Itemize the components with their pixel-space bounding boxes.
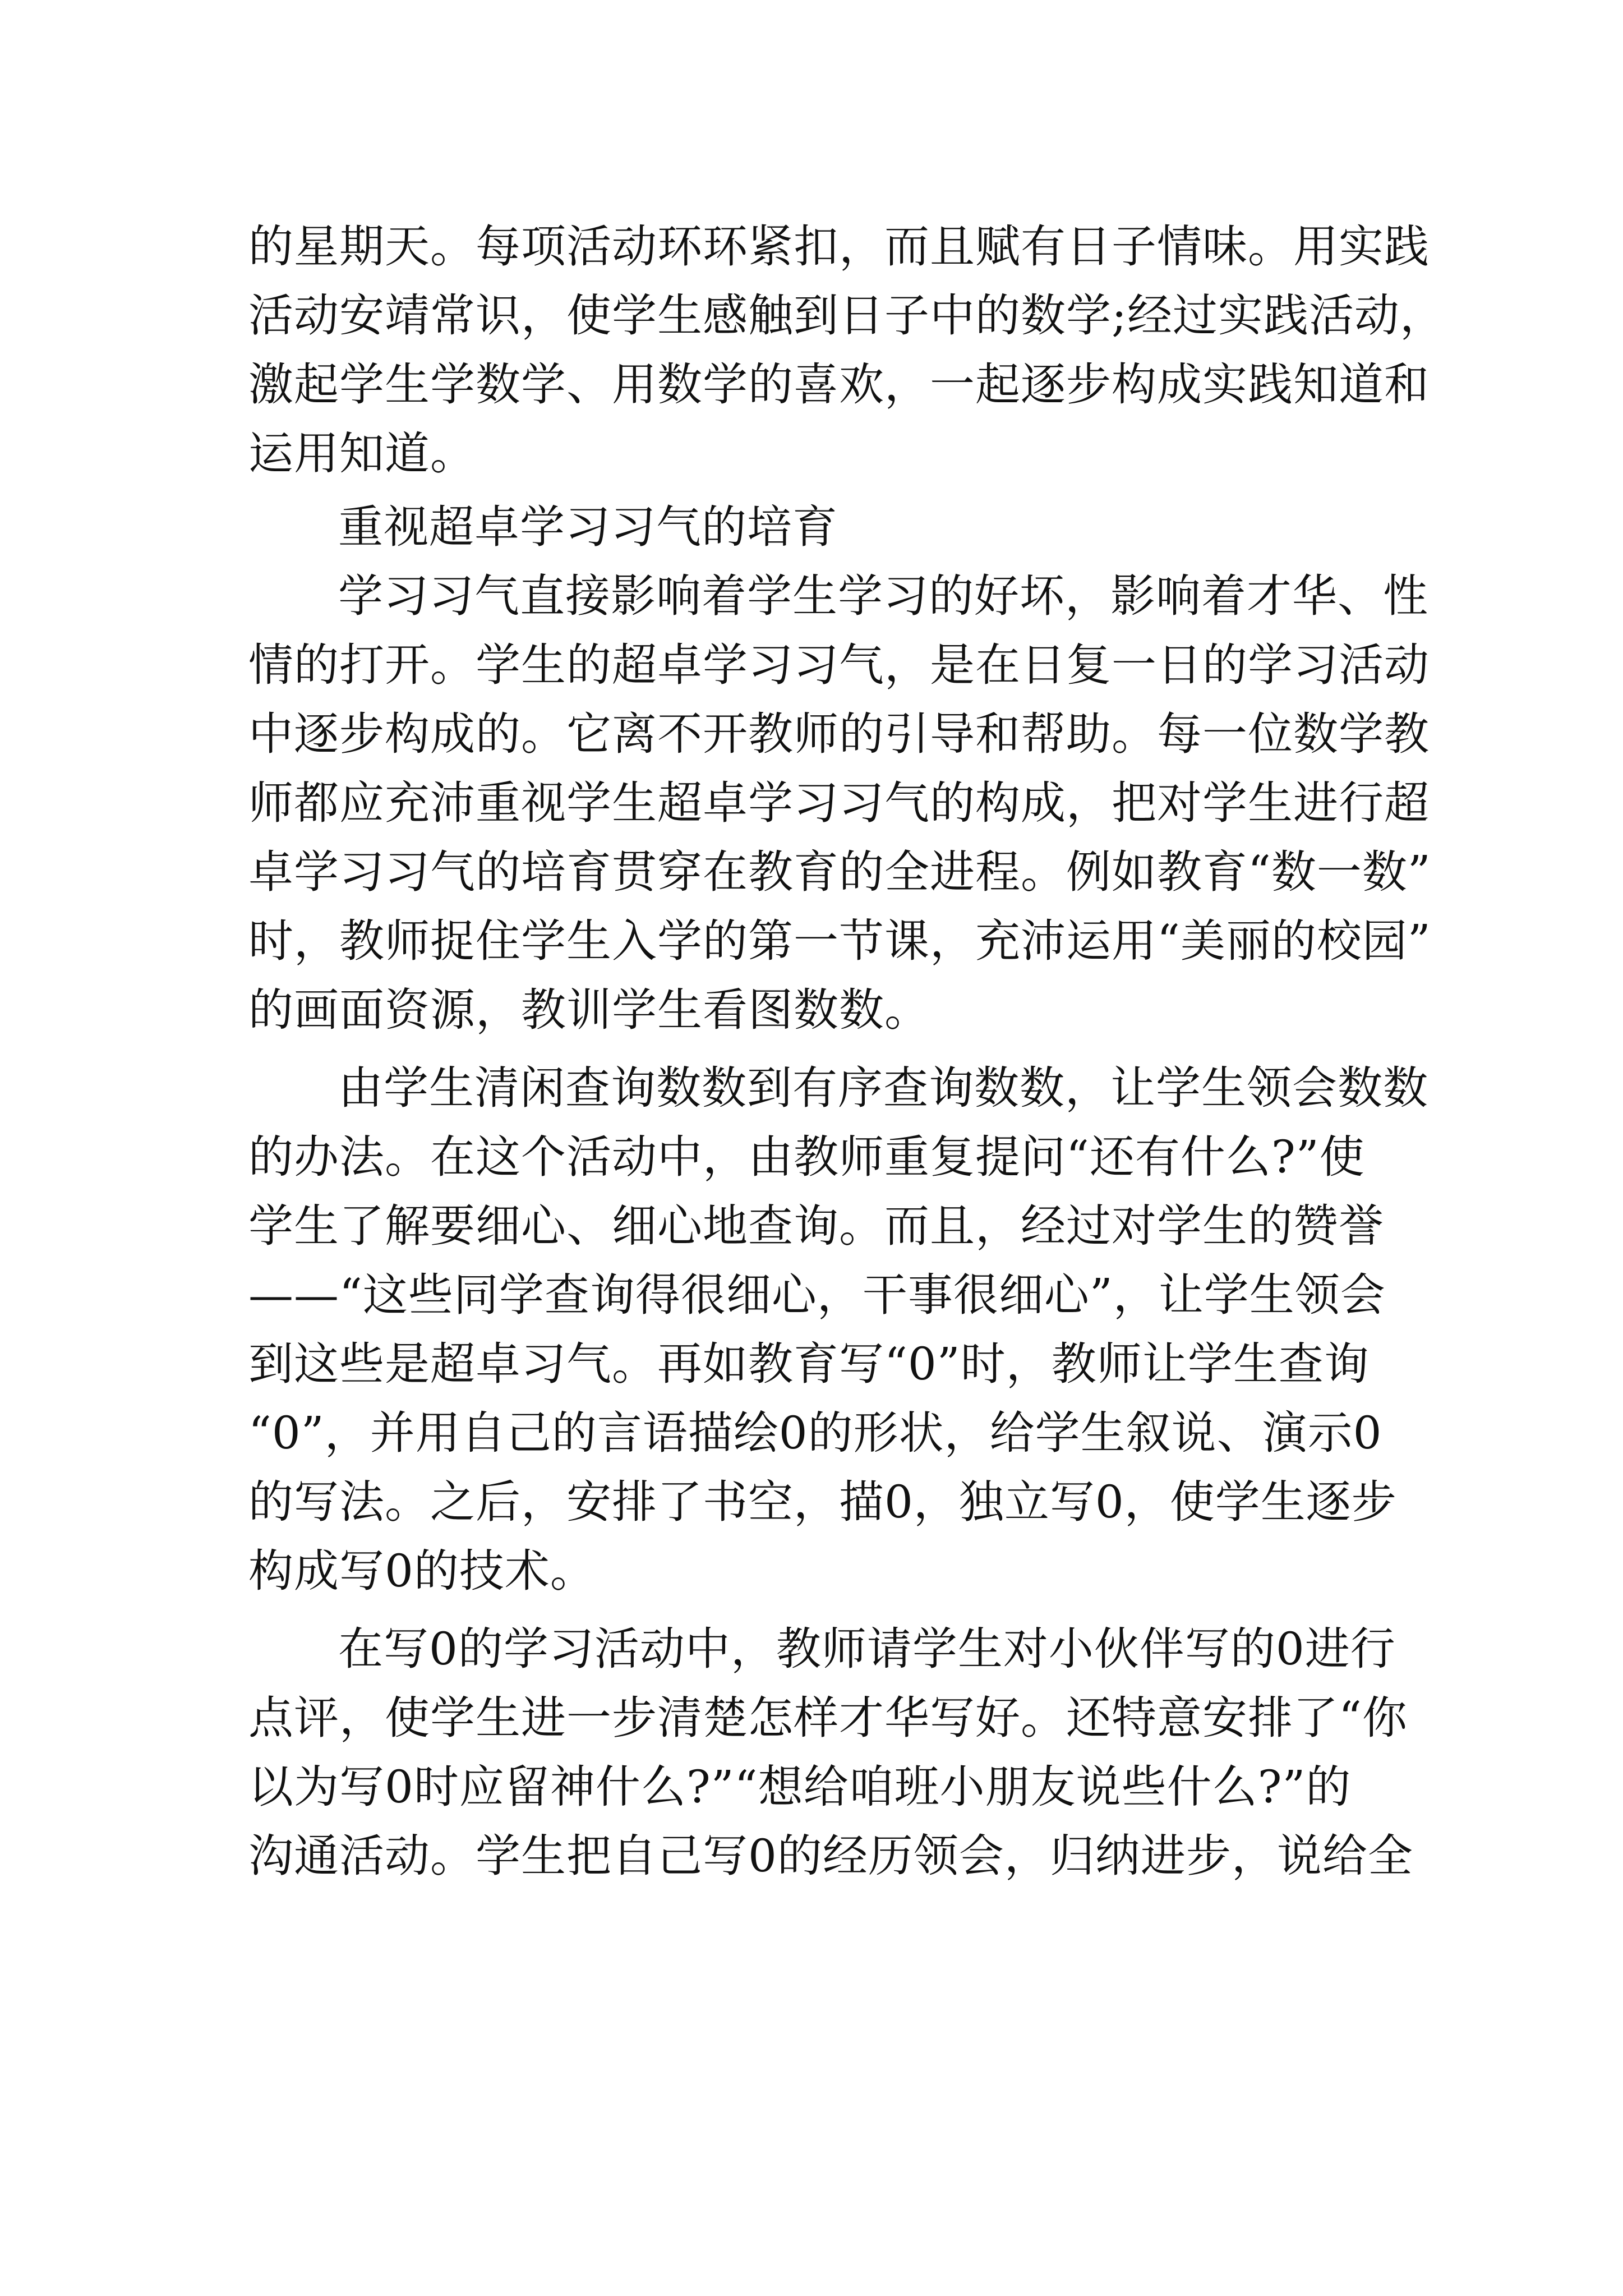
text-line: 的画面资源，教训学生看图数数。 <box>248 984 930 1036</box>
text-line: 的办法。在这个活动中，由教师重复提问“还有什么?”使 <box>248 1131 1365 1183</box>
text-line: 中逐步构成的。它离不开教师的引导和帮助。每一位数学教 <box>248 708 1430 760</box>
text-line: 师都应充沛重视学生超卓学习习气的构成，把对学生进行超 <box>248 777 1430 829</box>
text-line: 由学生清闲查询数数到有序查询数数，让学生领会数数 <box>338 1062 1428 1114</box>
text-line: 学习习气直接影响着学生学习的好坏，影响着才华、性 <box>338 570 1428 622</box>
text-line: 点评，使学生进一步清楚怎样才华写好。还特意安排了“你 <box>248 1692 1408 1744</box>
section-heading: 重视超卓学习习气的培育 <box>338 501 838 553</box>
text-line: 卓学习习气的培育贯穿在教育的全进程。例如教育“数一数” <box>248 846 1431 898</box>
text-line: 的星期天。每项活动环环紧扣，而且赋有日子情味。用实践 <box>248 220 1430 273</box>
text-line: 运用知道。 <box>248 427 476 480</box>
text-line: 以为写0时应留神什么?”“想给咱班小朋友说些什么?”的 <box>248 1761 1352 1813</box>
text-line: 活动安靖常识，使学生感触到日子中的数学;经过实践活动， <box>248 289 1445 342</box>
text-line: 激起学生学数学、用数学的喜欢，一起逐步构成实践知道和 <box>248 358 1430 411</box>
text-line: 在写0的学习活动中，教师请学生对小伙伴写的0进行 <box>338 1623 1396 1675</box>
text-line: 情的打开。学生的超卓学习习气，是在日复一日的学习活动 <box>248 639 1430 691</box>
text-line: 到这些是超卓习气。再如教育写“0”时，教师让学生查询 <box>248 1338 1370 1390</box>
text-line: 沟通活动。学生把自己写0的经历领会，归纳进步，说给全 <box>248 1830 1413 1882</box>
text-line: 构成写0的技术。 <box>248 1545 596 1597</box>
text-line: 的写法。之后，安排了书空，描0，独立写0，使学生逐步 <box>248 1476 1397 1528</box>
text-line: 时，教师捉住学生入学的第一节课，充沛运用“美丽的校园” <box>248 915 1431 967</box>
text-line: 学生了解要细心、细心地查询。而且，经过对学生的赞誉 <box>248 1200 1384 1252</box>
text-line: “0”，并用自己的言语描绘0的形状，给学生叙说、演示0 <box>248 1407 1382 1459</box>
text-line: ——“这些同学查询得很细心，干事很细心”，让学生领会 <box>248 1269 1386 1321</box>
